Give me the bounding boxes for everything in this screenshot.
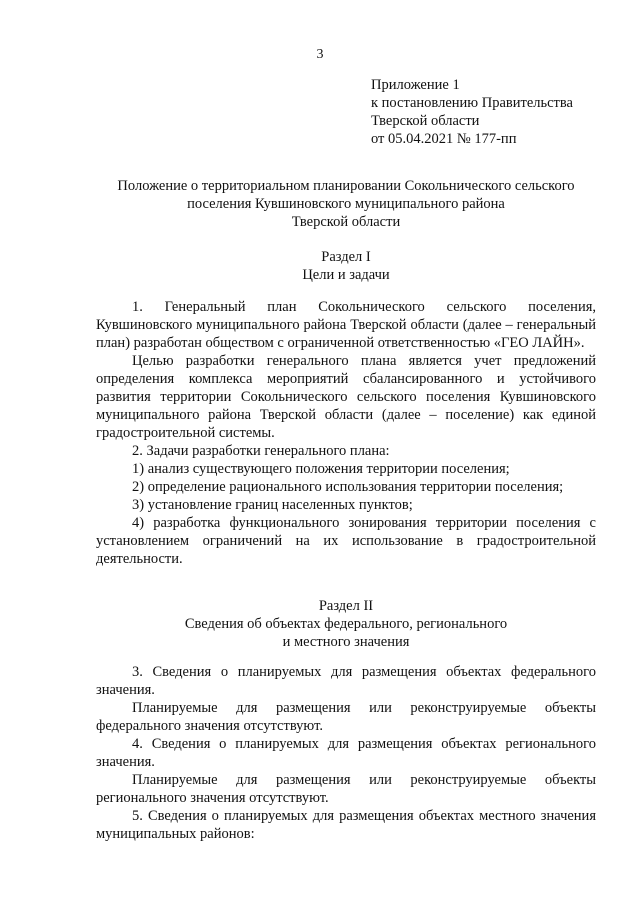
appendix-line: к постановлению Правительства	[371, 95, 573, 111]
paragraph: 3. Сведения о планируемых для размещения объектах федерального значения.	[96, 664, 596, 698]
section-2-heading: Раздел II	[318, 598, 374, 614]
page-number: 3	[316, 47, 324, 62]
appendix-line: от 05.04.2021 № 177-пп	[371, 131, 517, 147]
list-item: 3) установление границ населенных пунктов;	[132, 497, 413, 513]
appendix-block	[371, 76, 573, 148]
paragraph: 5. Сведения о планируемых для размещения объектах местного значения муниципальных районов:	[96, 808, 596, 842]
section-1-subheading: Цели и задачи	[302, 267, 390, 283]
section-1-heading: Раздел I	[321, 249, 371, 265]
paragraph: Планируемые для размещения или реконструируемые объекты регионального значения отсутствуют.	[96, 772, 596, 806]
list-item: 1) анализ существующего положения территории поселения;	[132, 461, 510, 477]
appendix-line: Тверской области	[371, 113, 480, 129]
list-item: 2) определение рационального использования территории поселения;	[132, 479, 564, 495]
appendix-line: Приложение 1	[371, 77, 460, 93]
title-line: Положение о территориальном планировании Сокольнического сельского	[117, 178, 575, 194]
document-title	[96, 177, 596, 231]
paragraph: 4. Сведения о планируемых для размещения объектах регионального значения.	[96, 736, 596, 770]
section-1-body	[96, 298, 596, 568]
list-item: 4) разработка функционального зонирования территории поселения с установлением ограничений на их использование в градостроительной деятельности.	[96, 515, 596, 567]
section-2-subheading: Сведения об объектах федерального, регионального	[184, 616, 508, 632]
paragraph: Планируемые для размещения или реконструируемые объекты федерального значения отсутствуют.	[96, 700, 596, 734]
section-2-header	[96, 597, 596, 651]
section-2-subheading: и местного значения	[282, 634, 410, 650]
paragraph: 2. Задачи разработки генерального плана:	[132, 443, 390, 459]
title-line: поселения Кувшиновского муниципального района	[187, 196, 505, 212]
paragraph: Целью разработки генерального плана является учет предложений определения комплекса мероприятий сбалансированного и устойчивого развития территории Сокольнического сельского поселения Кувшиновского муниципального района Тверской области (далее – поселение) как единой градостроительной системы.	[96, 353, 596, 441]
title-line: Тверской области	[291, 214, 401, 230]
section-1-header	[96, 248, 596, 284]
section-2-body	[96, 663, 596, 843]
paragraph: 1. Генеральный план Сокольнического сельского поселения, Кувшиновского муниципального района Тверской области (далее – генеральный план) разработан обществом с ограниченной ответственностью «ГЕО ЛАЙН».	[96, 299, 596, 351]
